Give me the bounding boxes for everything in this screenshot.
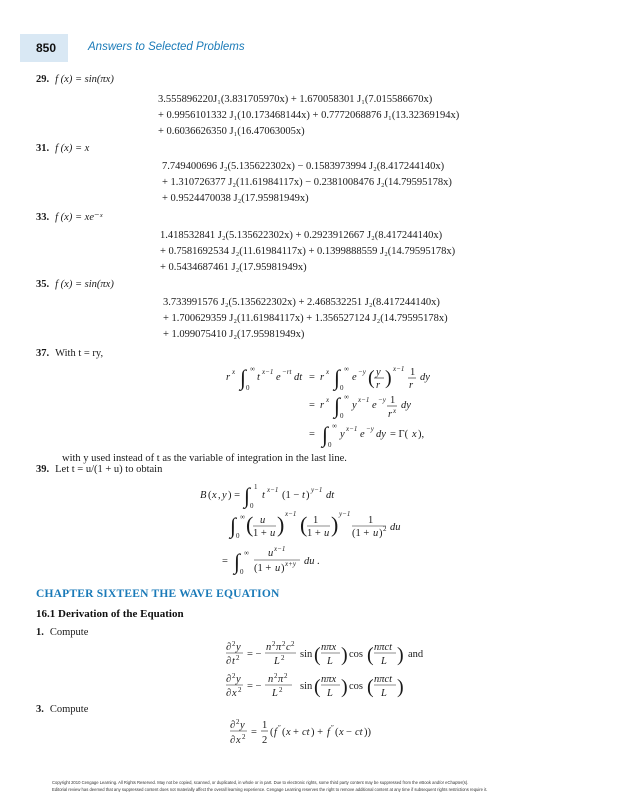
problem-number: 33. (36, 212, 50, 223)
svg-text:x−1: x−1 (346, 425, 358, 433)
svg-text:″: ″ (331, 724, 334, 732)
svg-text:): ) (341, 676, 348, 698)
svg-text:−: − (346, 727, 352, 738)
problem-1-heading (36, 628, 88, 639)
svg-text:(: ( (300, 512, 308, 537)
svg-text:dt: dt (326, 490, 335, 501)
svg-text:sin: sin (300, 649, 313, 660)
svg-text:cos: cos (349, 681, 363, 692)
svg-text:x: x (339, 727, 344, 738)
svg-text:x: x (236, 735, 241, 746)
svg-text:(: ( (282, 727, 286, 738)
problem-intro: Compute (49, 704, 89, 715)
svg-text:−y: −y (378, 396, 386, 404)
svg-text:ct: ct (355, 727, 363, 738)
svg-text:t: t (257, 372, 260, 383)
problem-label: f (x) = sin(πx) (55, 279, 114, 290)
svg-text:,: , (218, 490, 221, 501)
series-line: 1.418532841 J₂(5.135622302x) + 0.2923912667 J₂(8.417244140x) (160, 230, 443, 241)
svg-text:0: 0 (246, 384, 250, 392)
problem-37-heading (36, 349, 103, 360)
svg-text:″: ″ (278, 724, 281, 732)
problem-intro: With t = ry, (55, 348, 104, 359)
svg-text:(: ( (335, 727, 339, 738)
gamma-derivation-equation (226, 362, 546, 452)
svg-text:∞: ∞ (332, 422, 337, 430)
problem-number: 39. (36, 464, 50, 475)
svg-text:0: 0 (240, 568, 244, 576)
svg-text:∞: ∞ (244, 549, 249, 557)
svg-text:y: y (240, 720, 245, 731)
svg-text:r: r (320, 372, 325, 383)
svg-text:2: 2 (274, 672, 278, 680)
svg-text:sin: sin (300, 681, 313, 692)
svg-text:dy: dy (420, 372, 430, 383)
svg-text:): ) (385, 367, 392, 389)
series-line: + 0.6036626350 J₁(16.47063005x) (158, 126, 305, 137)
editorial-line: Editorial review has deemed that any suppressed content does not materially affect the overall learning experience. Cengage Learning reserves the right to remove additional content at any time if subsequent rights restrictions require it. (52, 787, 488, 792)
svg-text:0: 0 (236, 532, 240, 540)
svg-text:∫: ∫ (234, 549, 241, 574)
svg-text:2: 2 (238, 686, 242, 694)
svg-text:cos: cos (349, 649, 363, 660)
svg-text:=: = (251, 727, 257, 738)
problem-33-heading (36, 213, 102, 224)
chapter-title: CHAPTER SIXTEEN THE WAVE EQUATION (36, 588, 280, 600)
problem-37-note: with y used instead of t as the variable of integration in the last line. (62, 453, 347, 464)
svg-text:1: 1 (410, 367, 416, 378)
series-line: 3.733991576 J₂(5.135622302x) + 2.468532251 J₂(8.417244140x) (163, 297, 440, 308)
svg-text:),: ), (418, 429, 425, 440)
svg-text:): ) (379, 528, 383, 539)
svg-text:e: e (360, 429, 365, 440)
svg-text:∫: ∫ (244, 483, 251, 508)
series-line: + 1.700629359 J₂(11.61984117x) + 1.356527124 J₂(14.79595178x) (163, 313, 448, 324)
svg-text:∞: ∞ (250, 365, 255, 373)
svg-text:x: x (232, 688, 237, 699)
svg-text:π: π (276, 642, 282, 653)
svg-text:(1 +: (1 + (352, 528, 370, 539)
svg-text:0: 0 (250, 502, 254, 510)
svg-text:2: 2 (282, 640, 286, 648)
svg-text:2: 2 (383, 525, 387, 533)
svg-text:π: π (278, 674, 284, 685)
svg-text:t: t (262, 490, 265, 501)
svg-text:(: ( (368, 367, 375, 389)
svg-text:dy: dy (401, 400, 411, 411)
problem-number: 31. (36, 143, 50, 154)
svg-text:∂: ∂ (230, 720, 236, 731)
svg-text:2: 2 (242, 733, 246, 741)
svg-text:L: L (327, 656, 333, 667)
svg-text:nπct: nπct (374, 642, 393, 653)
svg-text:L: L (327, 688, 333, 699)
svg-text:y: y (236, 674, 241, 685)
svg-text:∂: ∂ (226, 688, 232, 699)
svg-text:x: x (326, 396, 330, 404)
series-line: + 1.310726377 J₂(11.61984117x) − 0.2381008476 J₂(14.79595178x) (162, 177, 452, 188)
svg-text:.: . (317, 556, 320, 567)
svg-text:∂: ∂ (226, 674, 232, 685)
svg-text:u: u (324, 528, 330, 539)
svg-text:0: 0 (328, 441, 332, 449)
problem-29-heading (36, 75, 114, 86)
svg-text:y: y (352, 400, 357, 411)
svg-text:x−1: x−1 (358, 396, 370, 404)
problem-number: 35. (36, 279, 50, 290)
svg-text:f: f (274, 727, 277, 738)
svg-text:∞: ∞ (344, 365, 349, 373)
svg-text:): ) (331, 512, 339, 537)
svg-text:(: ( (208, 490, 212, 501)
problem-35-heading (36, 280, 114, 291)
svg-text:): ) (306, 490, 310, 501)
svg-text:=: = (309, 429, 315, 440)
problem-intro: Compute (49, 627, 89, 638)
svg-text:2: 2 (272, 640, 276, 648)
svg-text:1 +: 1 + (253, 528, 267, 539)
svg-text:x: x (412, 429, 417, 440)
series-line: 7.749400696 J₂(5.135622302x) − 0.1583973994 J₂(8.417244140x) (162, 161, 445, 172)
svg-text:u: u (268, 548, 274, 559)
svg-text:x: x (232, 368, 236, 376)
svg-text:= −: = − (247, 681, 262, 692)
svg-text:1: 1 (368, 515, 374, 526)
svg-text:2: 2 (232, 672, 236, 680)
svg-text:L: L (274, 656, 280, 667)
page-header (0, 0, 622, 68)
series-line: + 0.9956101332 J₁(10.173468144x) + 0.7772068876 J₁(13.32369194x) (158, 110, 460, 121)
svg-text:x−1: x−1 (267, 486, 279, 494)
svg-text:0: 0 (340, 412, 344, 420)
svg-text:0: 0 (340, 384, 344, 392)
svg-text:)): )) (364, 727, 371, 738)
svg-text:u: u (260, 515, 266, 526)
problem-label: f (x) = sin(πx) (55, 74, 114, 85)
svg-text:(1 −: (1 − (282, 490, 300, 501)
svg-text:u: u (373, 528, 379, 539)
svg-text:e: e (352, 372, 357, 383)
svg-text:x−1: x−1 (274, 545, 286, 553)
svg-text:nπx: nπx (321, 642, 337, 653)
svg-text:(: ( (270, 727, 274, 738)
svg-text:dy: dy (376, 429, 386, 440)
svg-text:nπct: nπct (374, 674, 393, 685)
svg-text:(: ( (367, 644, 374, 666)
svg-text:nπx: nπx (321, 674, 337, 685)
svg-text:dt: dt (294, 372, 303, 383)
svg-text:1 +: 1 + (307, 528, 321, 539)
svg-text:2: 2 (291, 640, 295, 648)
svg-text:1: 1 (313, 515, 319, 526)
svg-text:u: u (270, 528, 276, 539)
page-number: 850 (36, 41, 57, 55)
svg-text:L: L (381, 656, 387, 667)
svg-text:e: e (372, 400, 377, 411)
svg-text:f: f (327, 727, 330, 738)
svg-text:(: ( (246, 512, 254, 537)
copyright-line: Copyright 2010 Cengage Learning. All Rights Reserved. May not be copied, scanned, or duplicated, in whole or in part. Due to electronic rights, some third party content may be suppressed from the eBook and/or eChapter(s). (52, 780, 469, 785)
section-title: 16.1 Derivation of the Equation (36, 608, 184, 620)
svg-text:ct: ct (302, 727, 310, 738)
svg-text:+: + (293, 727, 299, 738)
svg-text:x: x (286, 727, 291, 738)
svg-text:=: = (309, 400, 315, 411)
svg-text:= −: = − (247, 649, 262, 660)
svg-text:y−1: y−1 (339, 510, 351, 518)
svg-text:n: n (268, 674, 274, 685)
svg-text:−y: −y (366, 425, 374, 433)
svg-text:−rt: −rt (282, 368, 292, 376)
svg-text:∫: ∫ (334, 365, 341, 390)
svg-text:L: L (272, 688, 278, 699)
svg-text:(: ( (367, 676, 374, 698)
svg-text:∫: ∫ (334, 393, 341, 418)
svg-text:(: ( (314, 644, 321, 666)
svg-text:c: c (286, 642, 291, 653)
problem-number: 3. (36, 704, 44, 715)
svg-text:): ) (277, 512, 285, 537)
svg-text:∂: ∂ (226, 642, 232, 653)
svg-text:y: y (340, 429, 345, 440)
svg-text:B: B (200, 490, 207, 501)
svg-text:∫: ∫ (240, 365, 247, 390)
svg-text:2: 2 (262, 735, 268, 746)
svg-text:x−1: x−1 (285, 510, 297, 518)
svg-text:∞: ∞ (240, 513, 245, 521)
problem-label: f (x) = xe⁻ˣ (55, 212, 103, 223)
svg-text:−y: −y (358, 368, 366, 376)
problem-number: 29. (36, 74, 50, 85)
svg-text:du: du (390, 522, 401, 533)
running-title: Answers to Selected Problems (88, 41, 245, 53)
series-line: 3.555896220J₁(3.831705970x) + 1.670058301 J₁(7.015586670x) (158, 94, 433, 105)
svg-text:x−1: x−1 (262, 368, 274, 376)
svg-text:1: 1 (390, 395, 396, 406)
and-word: and (408, 649, 424, 660)
dalembert-derivative-equation (230, 716, 390, 752)
svg-text:=: = (309, 372, 315, 383)
svg-text:u: u (275, 563, 281, 574)
svg-text:x: x (326, 368, 330, 376)
series-line: + 0.9524470038 J₂(17.95981949x) (162, 193, 309, 204)
svg-text:2: 2 (236, 654, 240, 662)
svg-text:y: y (236, 642, 241, 653)
svg-text:): ) (397, 676, 404, 698)
svg-text:1: 1 (254, 483, 258, 491)
svg-text:): ) (397, 644, 404, 666)
svg-text:) =: ) = (228, 490, 241, 501)
svg-text:x+y: x+y (285, 560, 296, 568)
problem-number: 37. (36, 348, 50, 359)
svg-text:∂: ∂ (230, 735, 236, 746)
svg-text:∂: ∂ (226, 656, 232, 667)
series-line: + 1.099075410 J₂(17.95981949x) (163, 329, 305, 340)
svg-text:(: ( (314, 676, 321, 698)
series-line: + 0.5434687461 J₂(17.95981949x) (160, 262, 307, 273)
problem-39-heading (36, 465, 162, 476)
wave-second-derivatives-equation (226, 638, 426, 704)
svg-text:y−1: y−1 (311, 486, 323, 494)
svg-text:y: y (376, 367, 381, 378)
svg-text:(1 +: (1 + (254, 563, 272, 574)
svg-text:e: e (276, 372, 281, 383)
svg-text:) +: ) + (311, 727, 324, 738)
svg-text:): ) (341, 644, 348, 666)
svg-text:∞: ∞ (344, 393, 349, 401)
svg-text:L: L (381, 688, 387, 699)
svg-text:r: r (409, 380, 414, 391)
svg-text:t: t (302, 490, 305, 501)
svg-text:2: 2 (279, 686, 283, 694)
svg-text:∫: ∫ (322, 422, 329, 447)
svg-text:r: r (388, 409, 393, 420)
svg-text:1: 1 (262, 720, 268, 731)
problem-31-heading (36, 144, 89, 155)
svg-text:x−1: x−1 (393, 365, 405, 373)
problem-number: 1. (36, 627, 44, 638)
svg-text:=: = (222, 556, 228, 567)
svg-text:x: x (212, 490, 217, 501)
svg-text:r: r (320, 400, 325, 411)
svg-text:n: n (266, 642, 272, 653)
svg-text:2: 2 (284, 672, 288, 680)
svg-text:= Γ(: = Γ( (390, 429, 409, 440)
svg-text:2: 2 (236, 718, 240, 726)
svg-text:y: y (222, 490, 227, 501)
problem-intro: Let t = u/(1 + u) to obtain (55, 464, 163, 475)
svg-text:t: t (232, 656, 235, 667)
beta-function-equation (200, 478, 440, 578)
svg-text:r: r (226, 372, 231, 383)
svg-text:du: du (304, 556, 315, 567)
series-line: + 0.7581692534 J₂(11.61984117x) + 0.1399888559 J₂(14.79595178x) (160, 246, 456, 257)
problem-label: f (x) = x (55, 143, 90, 154)
svg-text:): ) (281, 563, 285, 574)
svg-text:∫: ∫ (230, 513, 237, 538)
svg-text:2: 2 (281, 654, 285, 662)
problem-3-heading (36, 705, 88, 716)
svg-text:x: x (393, 407, 397, 415)
svg-text:r: r (376, 380, 381, 391)
svg-text:2: 2 (232, 640, 236, 648)
